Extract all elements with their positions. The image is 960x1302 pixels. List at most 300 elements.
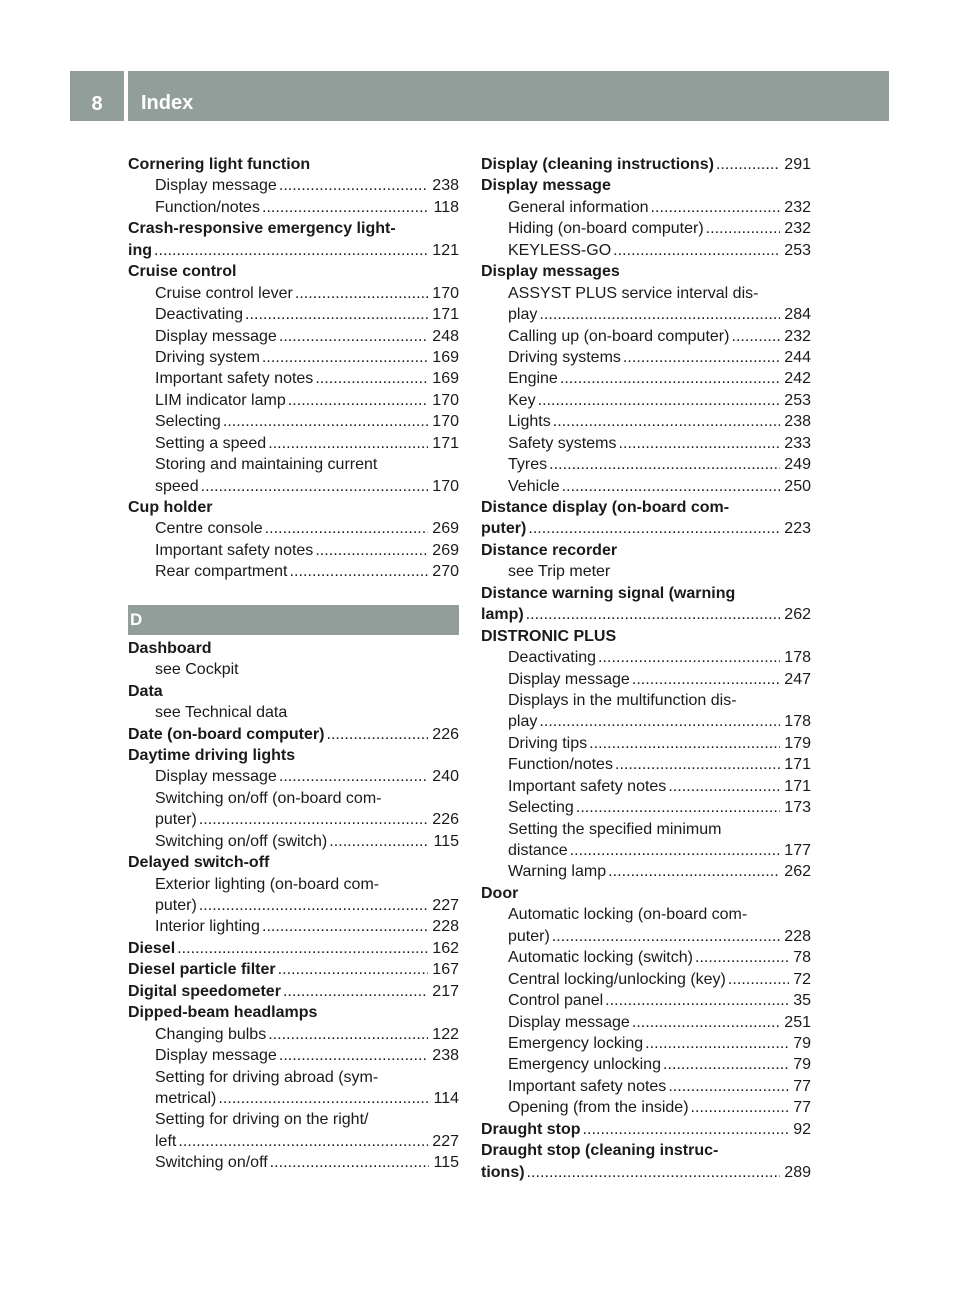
- index-entry: [128, 681, 459, 702]
- index-subentry: [128, 1045, 459, 1066]
- page-reference: 262: [784, 863, 811, 881]
- dot-leader: [668, 1076, 789, 1097]
- index-entry: [128, 724, 459, 745]
- index-subentry: [128, 175, 459, 196]
- index-entry: [481, 518, 811, 539]
- entry-text: see Trip meter: [508, 563, 611, 581]
- dot-leader: [199, 895, 429, 916]
- page-reference: 167: [432, 961, 459, 979]
- dot-leader: [526, 604, 781, 625]
- entry-text: play: [508, 713, 538, 731]
- dot-leader: [632, 1012, 780, 1033]
- index-subentry: [481, 840, 811, 861]
- dot-leader: [553, 411, 781, 432]
- dot-leader: [570, 840, 781, 861]
- entry-text: Changing bulbs: [155, 1025, 267, 1043]
- index-subentry: [481, 669, 811, 690]
- index-entry: [481, 175, 811, 196]
- index-entry: [128, 938, 459, 959]
- dot-leader: [560, 368, 780, 389]
- dot-leader: [552, 926, 781, 947]
- entry-text: Control panel: [508, 992, 604, 1010]
- entry-text: play: [508, 306, 538, 324]
- index-entry: [481, 1162, 811, 1183]
- entry-text: Setting for driving on the right/: [155, 1111, 369, 1129]
- page-reference: 35: [793, 992, 811, 1010]
- index-subentry: [128, 1152, 459, 1173]
- index-subentry: [481, 1076, 811, 1097]
- index-subentry: [128, 476, 459, 497]
- dot-leader: [295, 283, 428, 304]
- page-reference: 169: [432, 370, 459, 388]
- index-subentry: [128, 916, 459, 937]
- index-subentry: [481, 1012, 811, 1033]
- page-reference: 291: [784, 156, 811, 173]
- dot-leader: [178, 1131, 428, 1152]
- dot-leader: [329, 831, 429, 852]
- index-entry: [128, 261, 459, 282]
- dot-leader: [279, 326, 428, 347]
- page-title: Index: [141, 92, 194, 114]
- page-reference: 232: [784, 220, 811, 238]
- entry-text: Selecting: [508, 799, 574, 817]
- page-reference: 115: [433, 832, 459, 850]
- dot-leader: [218, 1088, 429, 1109]
- page-reference: 228: [784, 927, 811, 945]
- page-reference: 262: [784, 606, 811, 624]
- dot-leader: [199, 809, 429, 830]
- entry-text: ing: [128, 241, 152, 259]
- index-subentry: [128, 368, 459, 389]
- entry-text: puter): [155, 897, 197, 914]
- entry-text: tions): [481, 1163, 525, 1181]
- dot-leader: [283, 981, 428, 1002]
- index-subentry: [128, 766, 459, 787]
- page-reference: 179: [784, 734, 811, 752]
- dot-leader: [268, 1024, 428, 1045]
- dot-leader: [527, 1162, 781, 1183]
- index-subentry: [128, 831, 459, 852]
- index-entry: [481, 883, 811, 904]
- index-subentry: [481, 218, 811, 239]
- page-reference: 232: [784, 327, 811, 345]
- index-subentry: [481, 819, 811, 840]
- page-reference: 118: [433, 198, 459, 216]
- index-subentry: [481, 904, 811, 925]
- page-reference: 122: [432, 1025, 459, 1043]
- index-entry: [481, 261, 811, 282]
- entry-text: Switching on/off (switch): [155, 832, 328, 850]
- entry-text: General information: [508, 198, 649, 216]
- dot-leader: [279, 1045, 428, 1066]
- dot-leader: [651, 197, 781, 218]
- entry-text: Engine: [508, 370, 558, 388]
- dot-leader: [562, 476, 781, 497]
- entry-text: Date (on-board computer): [128, 725, 325, 743]
- entry-text: metrical): [155, 1089, 217, 1107]
- page-reference: 114: [433, 1089, 459, 1107]
- index-subentry: [128, 540, 459, 561]
- page-reference: 240: [432, 768, 459, 786]
- index-entry: [128, 959, 459, 980]
- page-reference: 177: [784, 842, 811, 859]
- page-reference: 250: [784, 477, 811, 495]
- index-subentry: [481, 454, 811, 475]
- index-entry: [128, 218, 459, 239]
- index-subentry: [481, 476, 811, 497]
- entry-text: Key: [508, 391, 536, 409]
- entry-text: Display message: [508, 670, 630, 688]
- index-subentry: [481, 690, 811, 711]
- entry-text: Door: [481, 884, 519, 902]
- entry-text: Displays in the multifunction dis-: [508, 691, 737, 709]
- index-subentry: [481, 754, 811, 775]
- entry-text: Storing and maintaining current: [155, 456, 378, 474]
- entry-text: Data: [128, 682, 163, 700]
- entry-text: see Cockpit: [155, 661, 239, 679]
- entry-text: Display message: [155, 177, 277, 195]
- entry-text: KEYLESS-GO: [508, 241, 612, 259]
- page-reference: 171: [784, 756, 811, 774]
- entry-text: left: [155, 1132, 177, 1150]
- entry-text: Draught stop: [481, 1120, 581, 1138]
- dot-leader: [691, 1097, 790, 1118]
- index-subentry: [128, 702, 459, 723]
- entry-text: Delayed switch-off: [128, 854, 270, 872]
- dot-leader: [539, 711, 780, 732]
- dot-leader: [731, 326, 780, 347]
- dot-leader: [288, 390, 429, 411]
- dot-leader: [583, 1119, 790, 1140]
- index-entry: [481, 626, 811, 647]
- page-reference: 92: [793, 1120, 811, 1138]
- dot-leader: [528, 518, 780, 539]
- page-reference: 223: [784, 520, 811, 538]
- index-subentry: [128, 874, 459, 895]
- page-reference: 171: [432, 434, 459, 452]
- section-letter-d: D: [128, 605, 459, 635]
- page-reference: 247: [784, 670, 811, 688]
- page-reference: 269: [432, 520, 459, 538]
- dot-leader: [618, 433, 780, 454]
- dot-leader: [728, 969, 789, 990]
- page-reference: 253: [784, 241, 811, 259]
- entry-text: ASSYST PLUS service interval dis-: [508, 284, 759, 302]
- index-entry: [128, 240, 459, 261]
- dot-leader: [695, 947, 789, 968]
- index-subentry: [481, 926, 811, 947]
- dot-leader: [177, 938, 428, 959]
- entry-text: Deactivating: [155, 306, 244, 324]
- index-subentry: [481, 797, 811, 818]
- page-reference: 77: [793, 1099, 811, 1117]
- entry-text: Display messages: [481, 263, 620, 281]
- index-subentry: [128, 304, 459, 325]
- dot-leader: [576, 797, 780, 818]
- entry-text: see Technical data: [155, 704, 288, 722]
- entry-text: Cruise control: [128, 263, 237, 281]
- index-subentry: [128, 1067, 459, 1088]
- entry-text: Switching on/off (on-board com-: [155, 789, 382, 807]
- dot-leader: [245, 304, 428, 325]
- page-reference: 162: [432, 939, 459, 957]
- dot-leader: [265, 518, 429, 539]
- index-subentry: [481, 647, 811, 668]
- index-entry: [128, 154, 459, 175]
- dot-leader: [279, 175, 428, 196]
- index-entry: [481, 497, 811, 518]
- page-header: [70, 71, 889, 121]
- entry-text: speed: [155, 477, 199, 495]
- index-entry: [128, 745, 459, 766]
- entry-text: Function/notes: [508, 756, 613, 774]
- entry-text: lamp): [481, 606, 524, 624]
- entry-text: Exterior lighting (on-board com-: [155, 875, 380, 893]
- dot-leader: [154, 240, 428, 261]
- index-subentry: [481, 990, 811, 1011]
- entry-text: Crash-responsive emergency light-: [128, 220, 396, 238]
- entry-text: LIM indicator lamp: [155, 391, 286, 409]
- index-subentry: [128, 1024, 459, 1045]
- index-subentry: [128, 411, 459, 432]
- page-reference: 226: [432, 811, 459, 829]
- index-subentry: [128, 1131, 459, 1152]
- dot-leader: [632, 669, 780, 690]
- dot-leader: [608, 861, 780, 882]
- entry-text: Automatic locking (on-board com-: [508, 906, 748, 924]
- page-reference: 289: [784, 1163, 811, 1181]
- entry-text: Safety systems: [508, 434, 617, 452]
- page-reference: 170: [432, 284, 459, 302]
- dot-leader: [201, 476, 429, 497]
- index-entry: [128, 497, 459, 518]
- index-subentry: [481, 197, 811, 218]
- index-subentry: [128, 197, 459, 218]
- entry-text: Display message: [155, 768, 277, 786]
- page-reference: 249: [784, 456, 811, 474]
- entry-text: Warning lamp: [508, 863, 607, 881]
- index-entry: [128, 638, 459, 659]
- page-number: 8: [91, 93, 103, 115]
- dot-leader: [615, 754, 780, 775]
- dot-leader: [706, 218, 781, 239]
- index-subentry: [481, 969, 811, 990]
- page-reference: 244: [784, 348, 811, 366]
- page-reference: 79: [793, 1034, 811, 1052]
- entry-text: Draught stop (cleaning instruc-: [481, 1142, 719, 1160]
- dot-leader: [268, 433, 428, 454]
- entry-text: DISTRONIC PLUS: [481, 627, 617, 645]
- entry-text: Interior lighting: [155, 918, 260, 936]
- index-entry: [481, 583, 811, 604]
- section-spacer: [128, 583, 459, 605]
- index-subentry: [128, 809, 459, 830]
- entry-text: puter): [481, 520, 527, 538]
- page-reference: 79: [793, 1056, 811, 1074]
- page-reference: 228: [432, 918, 459, 936]
- dot-leader: [668, 776, 780, 797]
- entry-text: Important safety notes: [155, 541, 314, 559]
- entry-text: Display (cleaning instructions): [481, 156, 714, 173]
- entry-text: Opening (from the inside): [508, 1099, 689, 1117]
- dot-leader: [663, 1054, 789, 1075]
- entry-text: Dashboard: [128, 639, 212, 657]
- dot-leader: [290, 561, 429, 582]
- entry-text: Important safety notes: [508, 1077, 667, 1095]
- page-reference: 238: [432, 177, 459, 195]
- dot-leader: [326, 724, 428, 745]
- page-reference: 115: [433, 1154, 459, 1172]
- index-subentry: [481, 240, 811, 261]
- page-reference: 253: [784, 391, 811, 409]
- entry-text: Setting the specified minimum: [508, 820, 722, 838]
- page-reference: 238: [432, 1047, 459, 1065]
- entry-text: Cornering light function: [128, 156, 311, 173]
- index-column-left: [128, 154, 459, 1174]
- dot-leader: [605, 990, 789, 1011]
- entry-text: Cruise control lever: [155, 284, 293, 302]
- page-reference: 77: [793, 1077, 811, 1095]
- index-subentry: [128, 326, 459, 347]
- entry-text: Hiding (on-board computer): [508, 220, 704, 238]
- entry-text: Tyres: [508, 456, 548, 474]
- page-reference: 72: [793, 970, 811, 988]
- dot-leader: [645, 1033, 789, 1054]
- entry-text: Calling up (on-board computer): [508, 327, 730, 345]
- dot-leader: [278, 959, 429, 980]
- page-reference: 251: [784, 1013, 811, 1031]
- entry-text: Function/notes: [155, 198, 260, 216]
- header-divider: [124, 71, 128, 121]
- page-reference: 169: [432, 348, 459, 366]
- page-reference: 170: [432, 413, 459, 431]
- index-subentry: [481, 368, 811, 389]
- entry-text: Important safety notes: [155, 370, 314, 388]
- page-reference: 248: [432, 327, 459, 345]
- dot-leader: [262, 916, 428, 937]
- index-entry: [481, 540, 811, 561]
- index-subentry: [481, 1033, 811, 1054]
- entry-text: Diesel particle filter: [128, 961, 276, 979]
- entry-text: Diesel: [128, 939, 176, 957]
- dot-leader: [538, 390, 781, 411]
- dot-leader: [623, 347, 780, 368]
- entry-text: Lights: [508, 413, 551, 431]
- entry-text: puter): [155, 811, 197, 829]
- index-subentry: [481, 347, 811, 368]
- dot-leader: [315, 540, 428, 561]
- entry-text: Distance recorder: [481, 541, 618, 559]
- index-subentry: [481, 561, 811, 582]
- entry-text: Dipped-beam headlamps: [128, 1004, 318, 1022]
- entry-text: Vehicle: [508, 477, 560, 495]
- dot-leader: [262, 197, 430, 218]
- index-subentry: [481, 733, 811, 754]
- index-entry: [128, 1002, 459, 1023]
- page-reference: 233: [784, 434, 811, 452]
- page-reference: 78: [793, 949, 811, 967]
- index-subentry: [128, 347, 459, 368]
- index-subentry: [128, 1088, 459, 1109]
- entry-text: Automatic locking (switch): [508, 949, 693, 967]
- entry-text: Setting a speed: [155, 434, 267, 452]
- entry-text: Driving systems: [508, 348, 621, 366]
- page-reference: 226: [432, 725, 459, 743]
- index-subentry: [481, 947, 811, 968]
- entry-text: Cup holder: [128, 499, 213, 516]
- entry-text: Deactivating: [508, 649, 597, 667]
- entry-text: Setting for driving abroad (sym-: [155, 1068, 379, 1086]
- page-reference: 121: [432, 241, 459, 259]
- entry-text: Switching on/off: [155, 1154, 268, 1172]
- index-entry: [481, 154, 811, 175]
- entry-text: Selecting: [155, 413, 221, 431]
- index-entry: [481, 604, 811, 625]
- dot-leader: [589, 733, 780, 754]
- index-subentry: [481, 1054, 811, 1075]
- entry-text: Display message: [155, 1047, 277, 1065]
- entry-text: Digital speedometer: [128, 982, 281, 1000]
- index-subentry: [128, 433, 459, 454]
- index-subentry: [128, 788, 459, 809]
- entry-text: puter): [508, 927, 550, 945]
- page-reference: 242: [784, 370, 811, 388]
- entry-text: Important safety notes: [508, 777, 667, 795]
- entry-text: Driving system: [155, 348, 260, 366]
- index-subentry: [481, 776, 811, 797]
- page-reference: 270: [432, 563, 459, 581]
- page-reference: 170: [432, 477, 459, 495]
- index-subentry: [128, 518, 459, 539]
- entry-text: Driving tips: [508, 734, 588, 752]
- page-reference: 178: [784, 713, 811, 731]
- index-subentry: [128, 659, 459, 680]
- dot-leader: [270, 1152, 430, 1173]
- entry-text: Emergency locking: [508, 1034, 644, 1052]
- page-reference: 171: [432, 306, 459, 324]
- entry-text: Centre console: [155, 520, 263, 538]
- index-column-right: [481, 154, 811, 1183]
- entry-text: Distance warning signal (warning: [481, 584, 736, 602]
- dot-leader: [598, 647, 780, 668]
- page-reference: 284: [784, 306, 811, 324]
- dot-leader: [613, 240, 780, 261]
- index-subentry: [128, 1109, 459, 1130]
- index-subentry: [128, 454, 459, 475]
- dot-leader: [315, 368, 428, 389]
- page-reference: 217: [432, 982, 459, 1000]
- dot-leader: [549, 454, 780, 475]
- index-subentry: [481, 861, 811, 882]
- index-subentry: [128, 895, 459, 916]
- index-entry: [128, 852, 459, 873]
- page-reference: 178: [784, 649, 811, 667]
- entry-text: distance: [508, 842, 568, 859]
- page-reference: 171: [784, 777, 811, 795]
- entry-text: Emergency unlocking: [508, 1056, 661, 1074]
- page-reference: 170: [432, 391, 459, 409]
- page-reference: 227: [432, 1132, 459, 1150]
- index-subentry: [481, 711, 811, 732]
- entry-text: Display message: [481, 177, 611, 195]
- dot-leader: [223, 411, 428, 432]
- index-entry: [128, 981, 459, 1002]
- index-subentry: [481, 326, 811, 347]
- index-entry: [481, 1119, 811, 1140]
- index-subentry: [128, 283, 459, 304]
- index-subentry: [481, 433, 811, 454]
- dot-leader: [262, 347, 428, 368]
